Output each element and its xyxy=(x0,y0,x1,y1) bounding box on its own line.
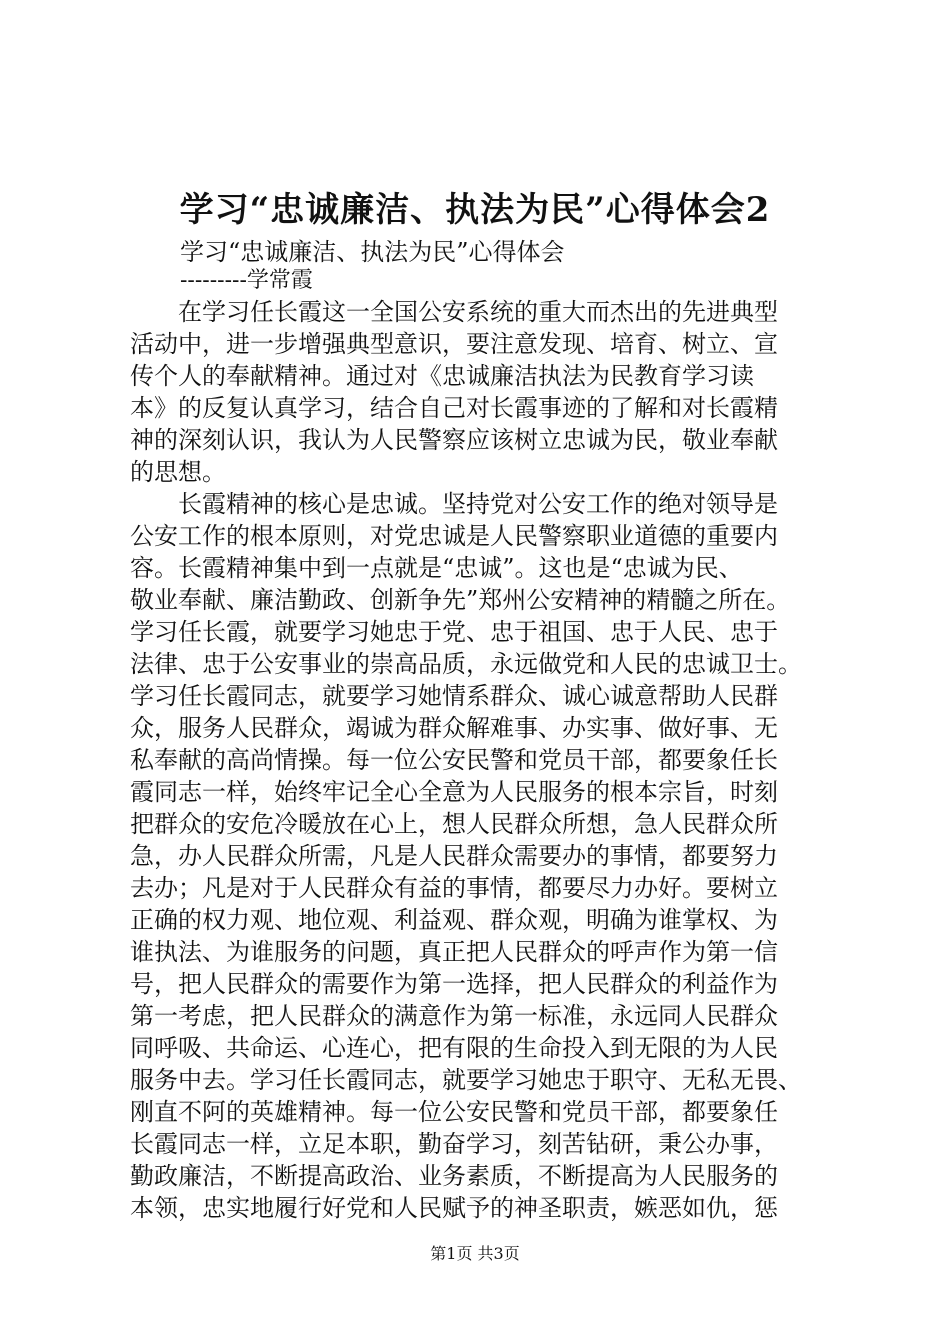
body-line: 本领，忠实地履行好党和人民赋予的神圣职责，嫉恶如仇，惩 xyxy=(130,1194,778,1222)
body-line: 法律、忠于公安事业的崇高品质，永远做党和人民的忠诚卫士。 xyxy=(130,650,802,678)
body-line: 长霞精神的核心是忠诚。坚持党对公安工作的绝对领导是 xyxy=(130,490,778,518)
body-line: 活动中，进一步增强典型意识，要注意发现、培育、树立、宣 xyxy=(130,330,778,358)
body-line: 第一考虑，把人民群众的满意作为第一标准，永远同人民群众 xyxy=(130,1002,778,1030)
body-line: 神的深刻认识，我认为人民警察应该树立忠诚为民，敬业奉献 xyxy=(130,426,778,454)
body-line: 的思想。 xyxy=(130,458,226,486)
body-line: 长霞同志一样，立足本职，勤奋学习，刻苦钻研，秉公办事， xyxy=(130,1130,778,1158)
body-line: 同呼吸、共命运、心连心，把有限的生命投入到无限的为人民 xyxy=(130,1034,778,1062)
document-title: 学习“忠诚廉洁、执法为民”心得体会2 xyxy=(179,190,771,230)
body-line: 本》的反复认真学习，结合自己对长霞事迹的了解和对长霞精 xyxy=(130,394,778,422)
body-line: 去办；凡是对于人民群众有益的事情，都要尽力办好。要树立 xyxy=(130,874,778,902)
body-line: 勤政廉洁，不断提高政治、业务素质，不断提高为人民服务的 xyxy=(130,1162,778,1190)
body-line: 学习任长霞，就要学习她忠于党、忠于祖国、忠于人民、忠于 xyxy=(130,618,778,646)
body-line: 容。长霞精神集中到一点就是“忠诚”。这也是“忠诚为民、 xyxy=(130,554,743,582)
body-line: 私奉献的高尚情操。每一位公安民警和党员干部，都要象任长 xyxy=(130,746,778,774)
body-line: 学习任长霞同志，就要学习她情系群众、诚心诚意帮助人民群 xyxy=(130,682,778,710)
document-author: ---------学常霞 xyxy=(180,268,313,293)
body-line: 号，把人民群众的需要作为第一选择，把人民群众的利益作为 xyxy=(130,970,778,998)
body-line: 服务中去。学习任长霞同志，就要学习她忠于职守、无私无畏、 xyxy=(130,1066,802,1094)
body-line: 众，服务人民群众，竭诚为群众解难事、办实事、做好事、无 xyxy=(130,714,778,742)
body-line: 把群众的安危冷暖放在心上，想人民群众所想，急人民群众所 xyxy=(130,810,778,838)
document-subtitle: 学习“忠诚廉洁、执法为民”心得体会 xyxy=(180,238,565,266)
body-line: 公安工作的根本原则，对党忠诚是人民警察职业道德的重要内 xyxy=(130,522,778,550)
body-line: 传个人的奉献精神。通过对《忠诚廉洁执法为民教育学习读 xyxy=(130,362,754,390)
document-body xyxy=(130,296,835,1224)
body-line: 刚直不阿的英雄精神。每一位公安民警和党员干部，都要象任 xyxy=(130,1098,778,1126)
body-line: 谁执法、为谁服务的问题，真正把人民群众的呼声作为第一信 xyxy=(130,938,778,966)
body-line: 急，办人民群众所需，凡是人民群众需要办的事情，都要努力 xyxy=(130,842,778,870)
body-line: 在学习任长霞这一全国公安系统的重大而杰出的先进典型 xyxy=(130,298,778,326)
page-number: 第1页 共3页 xyxy=(430,1244,520,1263)
body-line: 敬业奉献、廉洁勤政、创新争先”郑州公安精神的精髓之所在。 xyxy=(130,586,791,614)
body-line: 正确的权力观、地位观、利益观、群众观，明确为谁掌权、为 xyxy=(130,906,778,934)
body-line: 霞同志一样，始终牢记全心全意为人民服务的根本宗旨，时刻 xyxy=(130,778,778,806)
